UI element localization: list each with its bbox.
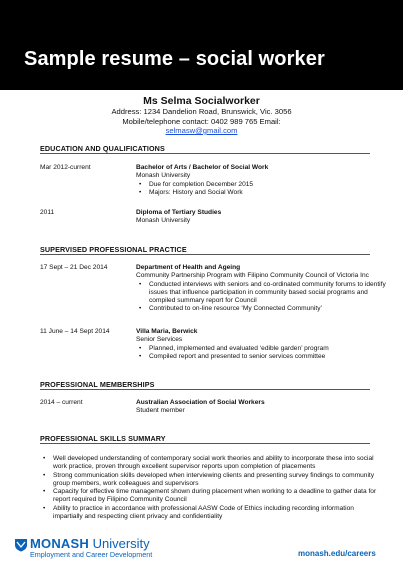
list-item: • Planned, implemented and evaluated ‘edible garden’ program bbox=[136, 345, 386, 353]
entry-line: Monash University bbox=[136, 217, 191, 225]
list-item: • Capacity for effective time management shown during placement when working to a deadline to gather data for report required by Filipino Community Council bbox=[40, 488, 385, 505]
section-divider bbox=[40, 153, 370, 154]
list-item: • Conducted interviews with seniors and co-ordinated community forums to identify issues that influence participation in community based social programs and compiled summary report for Council bbox=[136, 281, 386, 306]
entry-body bbox=[136, 164, 386, 197]
entry-body bbox=[136, 209, 386, 226]
section-title-memberships: PROFESSIONAL MEMBERSHIPS bbox=[40, 380, 155, 389]
entry-title: Department of Health and Ageing bbox=[136, 264, 241, 271]
list-item: • Well developed understanding of contemporary social work theories and ability to incorporate these into social work practice, proven through excellent supervisor reports upon completion of placements bbox=[40, 455, 385, 472]
candidate-name: Ms Selma Socialworker bbox=[143, 95, 260, 107]
logo-wordmark bbox=[30, 536, 150, 551]
list-item: • Majors: History and Social Work bbox=[136, 189, 386, 197]
entry-date: 2014 – current bbox=[40, 399, 83, 406]
section-divider bbox=[40, 443, 370, 444]
entry-title: Diploma of Tertiary Studies bbox=[136, 209, 222, 216]
entry-line: Senior Services bbox=[136, 336, 183, 344]
skills-summary bbox=[40, 455, 385, 521]
section-title-practice: SUPERVISED PROFESSIONAL PRACTICE bbox=[40, 245, 187, 254]
address-line: Address: 1234 Dandelion Road, Brunswick, Vic. 3056 bbox=[111, 107, 292, 116]
list-item: • Compiled report and presented to senior services committee bbox=[136, 353, 386, 361]
list-item: • Ability to practice in accordance with professional AASW Code of Ethics including recording information impartially and respecting client privacy and confidentiality bbox=[40, 505, 385, 522]
section-divider bbox=[40, 389, 370, 390]
entry-title: Bachelor of Arts / Bachelor of Social Work bbox=[136, 164, 269, 171]
bullet-list bbox=[136, 181, 386, 198]
contact-line: Mobile/telephone contact: 0402 989 765 Email: bbox=[122, 116, 281, 126]
title-banner bbox=[0, 0, 403, 90]
entry-body bbox=[136, 399, 386, 416]
bullet-list bbox=[40, 455, 385, 521]
entry-date: 2011 bbox=[40, 209, 55, 216]
email-link[interactable]: selmasw@gmail.com bbox=[165, 126, 238, 135]
entry-line: Monash University bbox=[136, 172, 191, 180]
entry-line: Community Partnership Program with Filipino Community Council of Victoria Inc bbox=[136, 272, 369, 280]
bullet-list bbox=[136, 345, 386, 362]
careers-link[interactable]: monash.edu/careers bbox=[298, 549, 376, 558]
entry-date: Mar 2012-current bbox=[40, 164, 91, 171]
shield-icon bbox=[14, 538, 28, 552]
list-item: • Contributed to on-line resource ‘My Connected Community’ bbox=[136, 305, 386, 313]
entry-title: Australian Association of Social Workers bbox=[136, 399, 265, 406]
logo-subtitle: Employment and Career Development bbox=[30, 550, 153, 559]
page-title: Sample resume – social worker bbox=[24, 48, 325, 70]
list-item: • Strong communication skills developed when interviewing clients and presenting survey findings to community group members, work colleagues and supervisors bbox=[40, 472, 385, 489]
section-title-education: EDUCATION AND QUALIFICATIONS bbox=[40, 144, 165, 153]
entry-line: Student member bbox=[136, 407, 185, 415]
contact-header bbox=[0, 95, 403, 135]
section-title-skills: PROFESSIONAL SKILLS SUMMARY bbox=[40, 434, 166, 443]
bullet-list bbox=[136, 281, 386, 314]
logo-name-bold: MONASH bbox=[30, 536, 89, 551]
list-item: • Due for completion December 2015 bbox=[136, 181, 386, 189]
logo-name-rest: University bbox=[88, 536, 150, 551]
entry-body bbox=[136, 264, 386, 314]
section-divider bbox=[40, 254, 370, 255]
entry-title: Villa Maria, Berwick bbox=[136, 328, 198, 335]
entry-date: 17 Sept – 21 Dec 2014 bbox=[40, 264, 108, 271]
entry-date: 11 June – 14 Sept 2014 bbox=[40, 328, 110, 335]
entry-body bbox=[136, 328, 386, 361]
